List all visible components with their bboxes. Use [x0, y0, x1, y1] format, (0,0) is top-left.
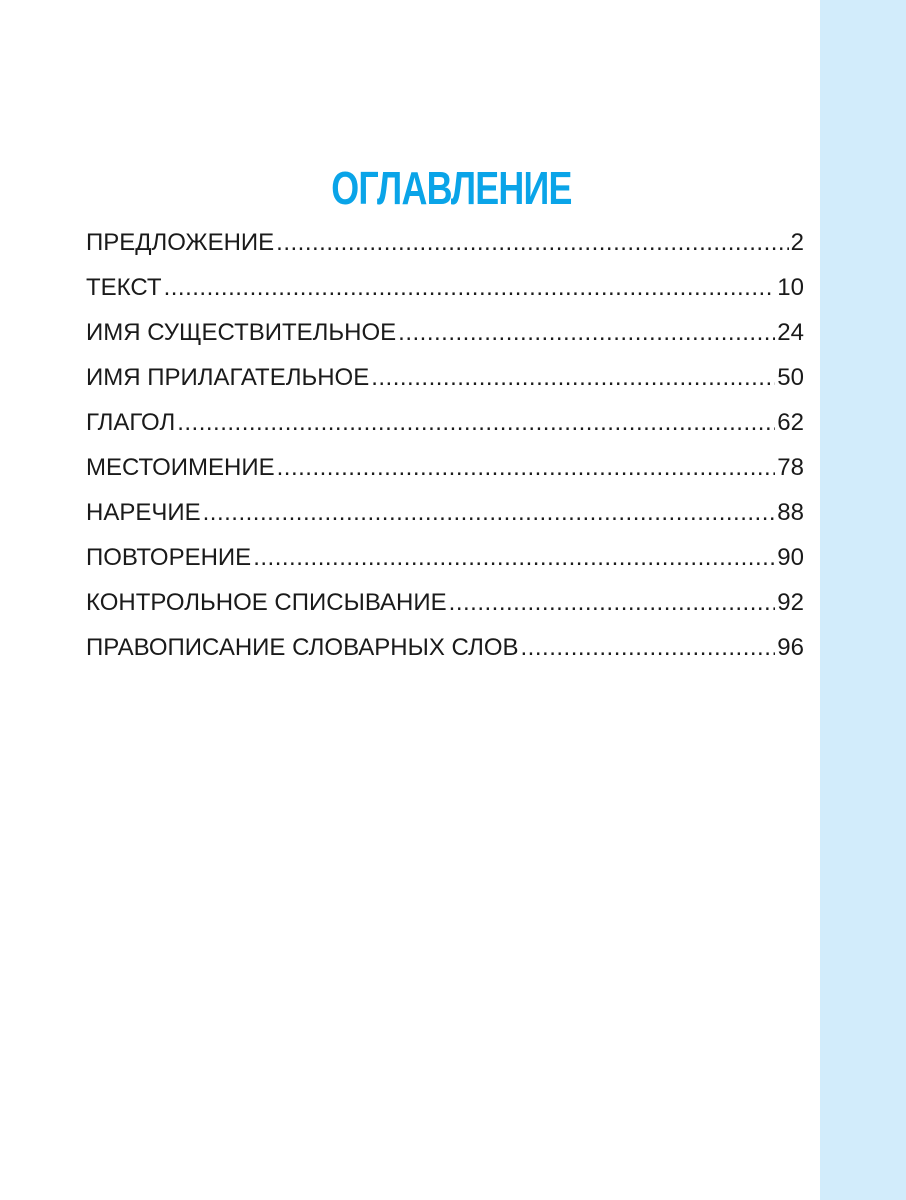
toc-entry[interactable] — [86, 265, 804, 310]
table-of-contents — [86, 220, 804, 670]
toc-page-number: 24 — [777, 319, 804, 346]
toc-page-number: 78 — [777, 454, 804, 481]
page-title: ОГЛАВЛЕНИЕ — [331, 162, 572, 214]
toc-entry[interactable] — [86, 535, 804, 580]
toc-entry-label: ПРЕДЛОЖЕНИЕ — [86, 229, 275, 256]
toc-dot-leader — [177, 400, 775, 445]
toc-entry[interactable] — [86, 355, 804, 400]
toc-entry[interactable] — [86, 625, 804, 670]
toc-page-number: 62 — [777, 409, 804, 436]
toc-entry[interactable] — [86, 490, 804, 535]
toc-dot-leader — [276, 220, 788, 265]
toc-dot-leader — [164, 265, 776, 310]
toc-entry-label: ТЕКСТ — [86, 274, 162, 301]
toc-entry[interactable] — [86, 220, 804, 265]
toc-page-number: 2 — [790, 229, 804, 256]
toc-dot-leader — [253, 535, 775, 580]
side-color-band — [820, 0, 906, 1200]
toc-page-number: 96 — [777, 634, 804, 661]
toc-entry-label: ГЛАГОЛ — [86, 409, 176, 436]
toc-page-number: 88 — [777, 499, 804, 526]
toc-entry[interactable] — [86, 580, 804, 625]
toc-entry-label: МЕСТОИМЕНИЕ — [86, 454, 275, 481]
toc-dot-leader — [203, 490, 776, 535]
toc-entry[interactable] — [86, 445, 804, 490]
toc-entry[interactable] — [86, 400, 804, 445]
toc-dot-leader — [521, 625, 776, 670]
toc-entry-label: КОНТРОЛЬНОЕ СПИСЫВАНИЕ — [86, 589, 447, 616]
toc-dot-leader — [449, 580, 776, 625]
toc-entry[interactable] — [86, 310, 804, 355]
toc-page-number: 90 — [777, 544, 804, 571]
toc-entry-label: ИМЯ ПРИЛАГАТЕЛЬНОЕ — [86, 364, 370, 391]
toc-page-number: 10 — [777, 274, 804, 301]
toc-page-number: 92 — [777, 589, 804, 616]
toc-entry-label: ПОВТОРЕНИЕ — [86, 544, 252, 571]
toc-dot-leader — [371, 355, 775, 400]
toc-entry-label: НАРЕЧИЕ — [86, 499, 201, 526]
toc-page-number: 50 — [777, 364, 804, 391]
toc-entry-label: ИМЯ СУЩЕСТВИТЕЛЬНОЕ — [86, 319, 397, 346]
toc-dot-leader — [398, 310, 775, 355]
toc-dot-leader — [277, 445, 776, 490]
toc-entry-label: ПРАВОПИСАНИЕ СЛОВАРНЫХ СЛОВ — [86, 634, 519, 661]
